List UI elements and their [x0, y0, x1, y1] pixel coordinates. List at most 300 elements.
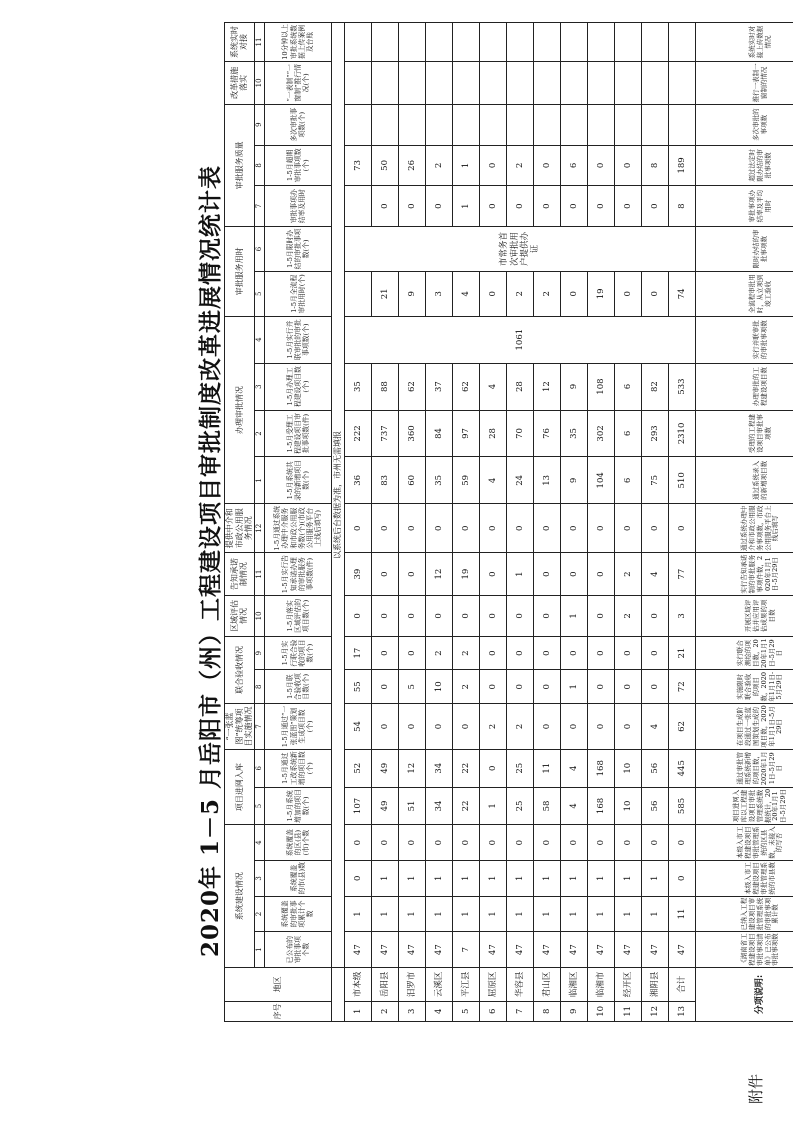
table-cell: [398, 61, 425, 104]
c10-desc: 1-5月落实区域评估的项目数(个): [264, 596, 331, 637]
table-cell: 2: [452, 670, 479, 704]
table-cell: 0: [641, 636, 668, 670]
table-cell: 73: [344, 145, 371, 186]
row-region: 岳阳县: [371, 968, 398, 1002]
table-cell: [506, 104, 533, 145]
col-num: 7: [254, 186, 264, 227]
table-cell: 1: [560, 670, 587, 704]
table-cell: 28: [506, 363, 533, 410]
table-cell: 0: [452, 504, 479, 553]
note-cell: 通过系统办理中介和市政公用服务事项数，市政公用服务平台上线后填写: [695, 504, 793, 553]
t5-desc: 1-5月全流程审批用时(个): [264, 271, 331, 316]
note-cell: 办理审批的工程建设项目数: [695, 363, 793, 410]
merged-cell: 1061: [344, 316, 695, 363]
table-cell: 0: [614, 504, 641, 553]
col-num: 4: [254, 316, 264, 363]
table-row: [506, 23, 533, 1022]
col-num: 8: [254, 145, 264, 186]
col-num: 5: [254, 271, 264, 316]
table-cell: 0: [533, 504, 560, 553]
note-cell: 系统实时对接上传数据情况: [695, 23, 793, 62]
table-cell: 0: [668, 504, 695, 553]
table-cell: 2: [425, 145, 452, 186]
table-cell: 2: [506, 145, 533, 186]
table-cell: 11: [668, 896, 695, 932]
col-num: 9: [254, 636, 264, 670]
table-row: [371, 23, 398, 1022]
table-cell: 0: [587, 825, 614, 861]
row-seq: 13: [668, 1001, 695, 1021]
col-num: 1: [254, 932, 264, 968]
table-cell: 104: [587, 457, 614, 504]
h4-desc: 1-5月实行并联审批的审批事项数(个): [264, 316, 331, 363]
joint-acc-header: 联合验收情况: [225, 636, 255, 703]
table-cell: 533: [668, 363, 695, 410]
table-cell: 0: [425, 825, 452, 861]
row-region: 临湘市: [587, 968, 614, 1002]
note-cell: 全流程审批用时，从立项到竣工验收: [695, 271, 793, 316]
col-num: 1: [254, 457, 264, 504]
table-cell: 0: [425, 596, 452, 637]
table-cell: 8: [668, 186, 695, 227]
col-num: 7: [254, 704, 264, 750]
note-cell: 实行并联审批的审批事项数: [695, 316, 793, 363]
table-cell: 12: [425, 553, 452, 596]
table-cell: 12: [398, 749, 425, 787]
col-num: 10: [254, 61, 264, 104]
table-cell: 1: [452, 860, 479, 896]
table-cell: 0: [479, 596, 506, 637]
table-cell: 0: [560, 636, 587, 670]
table-cell: [668, 61, 695, 104]
table-cell: [560, 104, 587, 145]
q9-desc: 多次审批事项数(个): [264, 104, 331, 145]
table-cell: 47: [479, 932, 506, 968]
table-cell: 1: [533, 896, 560, 932]
table-row: [587, 23, 614, 1022]
time-header: 审批服务用时: [225, 227, 255, 317]
table-cell: 0: [641, 186, 668, 227]
table-cell: 17: [344, 636, 371, 670]
table-cell: [479, 61, 506, 104]
c3-desc: 系统覆盖的市(县)数: [264, 860, 331, 896]
table-cell: 1: [371, 860, 398, 896]
note-cell: 本级入市工程建设项目审批管理系统的市县数: [695, 860, 793, 896]
c7-desc: 1-5月通过“一张蓝图”策划生成项目数(个): [264, 704, 331, 750]
table-row: [425, 23, 452, 1022]
h3-desc: 1-5月办理工程建设项目数(个): [264, 363, 331, 410]
col-num: 9: [254, 104, 264, 145]
table-cell: 82: [641, 363, 668, 410]
table-cell: 4: [560, 787, 587, 825]
table-cell: [614, 104, 641, 145]
table-cell: 1: [506, 896, 533, 932]
table-cell: 585: [668, 787, 695, 825]
table-cell: [452, 104, 479, 145]
table-cell: [479, 104, 506, 145]
table-cell: 510: [668, 457, 695, 504]
table-cell: 6: [614, 457, 641, 504]
c8-desc: 1-5月联合验收项目数(个): [264, 670, 331, 704]
table-cell: 0: [641, 670, 668, 704]
table-cell: 1: [587, 860, 614, 896]
docking-header: 系统实时对接: [225, 23, 255, 62]
table-cell: [641, 23, 668, 62]
table-cell: 0: [479, 825, 506, 861]
table-cell: [587, 23, 614, 62]
table-cell: 5: [398, 670, 425, 704]
table-cell: 0: [479, 670, 506, 704]
table-cell: 47: [425, 932, 452, 968]
table-cell: 0: [614, 271, 641, 316]
table-cell: 0: [452, 825, 479, 861]
table-cell: 0: [533, 825, 560, 861]
table-cell: 70: [506, 410, 533, 457]
row-region: 湘阴县: [641, 968, 668, 1002]
table-cell: 0: [398, 636, 425, 670]
table-cell: [668, 23, 695, 62]
table-cell: 0: [668, 860, 695, 896]
sys-build-header: 系统建设情况: [225, 825, 255, 968]
table-cell: 21: [668, 636, 695, 670]
c9-desc: 1-5月实行联合验收的项目数(个): [264, 636, 331, 670]
table-row: [560, 23, 587, 1022]
banner-row: [331, 23, 344, 1022]
table-cell: 47: [344, 932, 371, 968]
table-cell: 0: [371, 553, 398, 596]
note-cell: 多次审批的事项数: [695, 104, 793, 145]
table-cell: 0: [479, 636, 506, 670]
table-cell: 0: [479, 504, 506, 553]
table-cell: 1: [533, 860, 560, 896]
table-cell: 58: [533, 787, 560, 825]
table-cell: 49: [371, 749, 398, 787]
table-cell: 0: [533, 145, 560, 186]
col-num: 6: [254, 227, 264, 272]
yzlt-header: “一张蓝图”统筹项目实施情况: [225, 704, 255, 750]
table-cell: 0: [614, 186, 641, 227]
note-cell: 项目进网入库以工程建设项目审批管理系统数据统计，2020年1月1日-5月29日: [695, 787, 793, 825]
note-cell: 受理的工程建设项目审批事项数: [695, 410, 793, 457]
table-cell: 4: [452, 271, 479, 316]
table-cell: [533, 104, 560, 145]
header-row-4: [264, 23, 331, 1022]
table-cell: 9: [560, 457, 587, 504]
table-cell: 0: [587, 704, 614, 750]
q8-desc: 1-5月超期审批事项数(个): [264, 145, 331, 186]
table-cell: 0: [506, 504, 533, 553]
table-cell: 0: [533, 636, 560, 670]
table-cell: 0: [587, 504, 614, 553]
table-cell: 56: [641, 787, 668, 825]
notes-label: 分项说明:: [695, 968, 793, 1022]
table-cell: 0: [614, 670, 641, 704]
table-cell: [452, 61, 479, 104]
table-cell: 189: [668, 145, 695, 186]
table-cell: 0: [371, 596, 398, 637]
table-cell: 0: [371, 636, 398, 670]
table-cell: 0: [668, 825, 695, 861]
h1-desc: 1-5月系统共录的新增项目数(个): [264, 457, 331, 504]
table-cell: 2: [533, 271, 560, 316]
table-cell: 2: [506, 704, 533, 750]
table-cell: 3: [668, 596, 695, 637]
table-cell: 0: [641, 825, 668, 861]
row-region: 华容县: [506, 968, 533, 1002]
c5-desc: 1-5月系统增加的项目数(个): [264, 787, 331, 825]
table-cell: 21: [371, 271, 398, 316]
table-cell: 47: [560, 932, 587, 968]
table-cell: 222: [344, 410, 371, 457]
c12-desc: 1-5月通过系统办理中介服务和市政公用服务数(个)(市政公用服务平台上线后填写): [264, 504, 331, 553]
table-cell: 1: [425, 896, 452, 932]
table-cell: 19: [587, 271, 614, 316]
table-cell: 0: [614, 636, 641, 670]
col-num: 2: [254, 896, 264, 932]
table-cell: 0: [371, 825, 398, 861]
table-cell: 2: [479, 704, 506, 750]
table-cell: 1: [560, 896, 587, 932]
row-seq: 11: [614, 1001, 641, 1021]
table-cell: [344, 104, 371, 145]
table-cell: 62: [398, 363, 425, 410]
table-cell: 0: [533, 186, 560, 227]
row-seq: 4: [425, 1001, 452, 1021]
row-seq: 6: [479, 1001, 506, 1021]
row-seq: 7: [506, 1001, 533, 1021]
table-cell: [371, 104, 398, 145]
note-cell: 审批事项办结率及平均用时: [695, 186, 793, 227]
table-cell: 0: [587, 670, 614, 704]
table-cell: [533, 61, 560, 104]
table-cell: 51: [398, 787, 425, 825]
table-cell: 0: [506, 636, 533, 670]
table-cell: 84: [425, 410, 452, 457]
table-cell: 47: [506, 932, 533, 968]
table-cell: 6: [614, 363, 641, 410]
table-cell: 25: [506, 787, 533, 825]
col-num: 11: [254, 23, 264, 62]
banner-note: 以系统后台数据为准，市州无需填报: [331, 23, 344, 968]
table-cell: 1: [587, 896, 614, 932]
table-cell: 0: [506, 186, 533, 227]
note-cell: 《湖南省工程建设项目审批事项清单》已公布审批事项数: [695, 932, 793, 968]
table-cell: 2310: [668, 410, 695, 457]
table-cell: 52: [344, 749, 371, 787]
table-cell: 0: [587, 636, 614, 670]
table-cell: 10: [425, 670, 452, 704]
table-cell: 47: [668, 932, 695, 968]
table-cell: [371, 61, 398, 104]
table-cell: 0: [452, 596, 479, 637]
table-cell: 4: [641, 553, 668, 596]
table-cell: 54: [344, 704, 371, 750]
table-cell: 0: [587, 596, 614, 637]
table-cell: 2: [614, 596, 641, 637]
table-cell: [641, 61, 668, 104]
table-cell: 10: [614, 787, 641, 825]
table-cell: 35: [344, 363, 371, 410]
table-cell: 0: [614, 704, 641, 750]
note-cell: 开展区域评估并应用评估成果的项目数: [695, 596, 793, 637]
table-cell: 1: [614, 896, 641, 932]
table-cell: 0: [560, 504, 587, 553]
table-cell: 4: [560, 749, 587, 787]
table-cell: 55: [344, 670, 371, 704]
row-seq: 10: [587, 1001, 614, 1021]
merged-cell: 市常务首次审批用户提供办证: [344, 227, 695, 272]
table-cell: 0: [371, 704, 398, 750]
note-cell: 本级入市工程建设项目审批管理系统的区县数，未接入的写否: [695, 825, 793, 861]
table-cell: 60: [398, 457, 425, 504]
table-cell: 62: [668, 704, 695, 750]
table-cell: 0: [506, 596, 533, 637]
table-cell: 1: [506, 860, 533, 896]
table-cell: 0: [425, 704, 452, 750]
table-cell: 1: [479, 860, 506, 896]
table-cell: 0: [398, 504, 425, 553]
h2-desc: 1-5月受理工程建设项目审批事项数(件): [264, 410, 331, 457]
table-cell: 19: [452, 553, 479, 596]
table-cell: [668, 104, 695, 145]
table-row: [668, 23, 695, 1022]
table-cell: 47: [398, 932, 425, 968]
table-cell: [560, 61, 587, 104]
c6-desc: 1-5月通过工改系统新增的项目数(个): [264, 749, 331, 787]
table-cell: 47: [614, 932, 641, 968]
table-cell: 0: [371, 504, 398, 553]
table-cell: 0: [344, 825, 371, 861]
row-region: 平江县: [452, 968, 479, 1002]
table-cell: 0: [506, 825, 533, 861]
table-row: [533, 23, 560, 1022]
table-cell: 9: [398, 271, 425, 316]
page-title: 2020年 1－5 月岳阳市（州）工程建设项目审批制度改革进展情况统计表: [197, 164, 224, 958]
table-cell: 39: [344, 553, 371, 596]
table-cell: 76: [533, 410, 560, 457]
table-cell: 0: [560, 186, 587, 227]
table-cell: [344, 61, 371, 104]
table-cell: 0: [560, 825, 587, 861]
row-seq: 9: [560, 1001, 587, 1021]
table-cell: 0: [614, 825, 641, 861]
table-cell: 22: [452, 749, 479, 787]
row-region: 君山区: [533, 968, 560, 1002]
table-cell: 1: [452, 896, 479, 932]
table-cell: [614, 23, 641, 62]
table-cell: 1: [371, 896, 398, 932]
c4-desc: 系统覆盖的区(县)(市)个数: [264, 825, 331, 861]
row-seq: 8: [533, 1001, 560, 1021]
col-num: 2: [254, 410, 264, 457]
statistics-table: [224, 22, 793, 1022]
table-cell: 24: [506, 457, 533, 504]
row-region: 临湘区: [560, 968, 587, 1002]
table-cell: [614, 61, 641, 104]
note-cell: 超过法定时限办结的审批事项数: [695, 145, 793, 186]
area-eval-header: 区域评估情况: [225, 596, 255, 637]
table-cell: 2: [614, 553, 641, 596]
table-cell: [506, 61, 533, 104]
table-cell: [641, 104, 668, 145]
service-center-header: 提供中介和市政公用服务情况: [225, 504, 255, 553]
attachment-label: 附件: [747, 1073, 765, 1104]
table-cell: 72: [668, 670, 695, 704]
note-cell: 已纳入工程建设项目审批管理系统的审批事项累计数: [695, 896, 793, 932]
col-num: 6: [254, 749, 264, 787]
table-cell: [533, 23, 560, 62]
table-cell: 0: [425, 186, 452, 227]
table-cell: 26: [398, 145, 425, 186]
table-cell: 7: [452, 932, 479, 968]
table-cell: 34: [425, 787, 452, 825]
table-cell: 1: [560, 596, 587, 637]
table-cell: 12: [533, 363, 560, 410]
table-cell: 50: [371, 145, 398, 186]
table-cell: 88: [371, 363, 398, 410]
table-cell: [425, 61, 452, 104]
table-cell: 1: [344, 896, 371, 932]
row-seq: 5: [452, 1001, 479, 1021]
table-cell: 8: [641, 145, 668, 186]
notes-row: [695, 23, 793, 1022]
table-cell: [479, 23, 506, 62]
table-cell: 0: [533, 670, 560, 704]
table-cell: 0: [398, 186, 425, 227]
table-cell: 0: [479, 186, 506, 227]
proj-entry-header: 项目进网入库: [225, 749, 255, 824]
table-cell: 56: [641, 749, 668, 787]
table-cell: 0: [533, 553, 560, 596]
table-cell: 97: [452, 410, 479, 457]
table-row: [479, 23, 506, 1022]
table-cell: 22: [452, 787, 479, 825]
table-row: [641, 23, 668, 1022]
table-cell: 75: [641, 457, 668, 504]
table-cell: 0: [344, 860, 371, 896]
banner-spacer: [331, 968, 344, 1022]
commit-header: 告知承诺制情况: [225, 553, 255, 596]
table-cell: 107: [344, 787, 371, 825]
table-cell: 47: [533, 932, 560, 968]
table-cell: [425, 104, 452, 145]
table-cell: [398, 104, 425, 145]
row-region: 经开区: [614, 968, 641, 1002]
table-cell: 2: [452, 636, 479, 670]
row-region: 云溪区: [425, 968, 452, 1002]
table-cell: [344, 23, 371, 62]
quality-header: 审批服务质量: [225, 104, 255, 226]
table-cell: 0: [641, 504, 668, 553]
d11-desc: 10分钟以上审批系统数据上传案例及台账: [264, 23, 331, 62]
table-cell: 37: [425, 363, 452, 410]
table-cell: 49: [371, 787, 398, 825]
region-header: 地区: [225, 968, 332, 1002]
row-seq: 1: [344, 1001, 371, 1021]
table-cell: 0: [371, 186, 398, 227]
table-cell: 302: [587, 410, 614, 457]
table-cell: 0: [479, 145, 506, 186]
table-cell: 11: [533, 749, 560, 787]
table-cell: 36: [344, 457, 371, 504]
table-cell: 0: [452, 704, 479, 750]
col-num: 12: [254, 504, 264, 553]
table-cell: 35: [425, 457, 452, 504]
table-cell: 0: [344, 596, 371, 637]
col-num: 8: [254, 670, 264, 704]
note-cell: 在项目生成阶段通过一张蓝图策划生成的项目数，2020年1月1日-5月29日: [695, 704, 793, 750]
table-row: [452, 23, 479, 1022]
